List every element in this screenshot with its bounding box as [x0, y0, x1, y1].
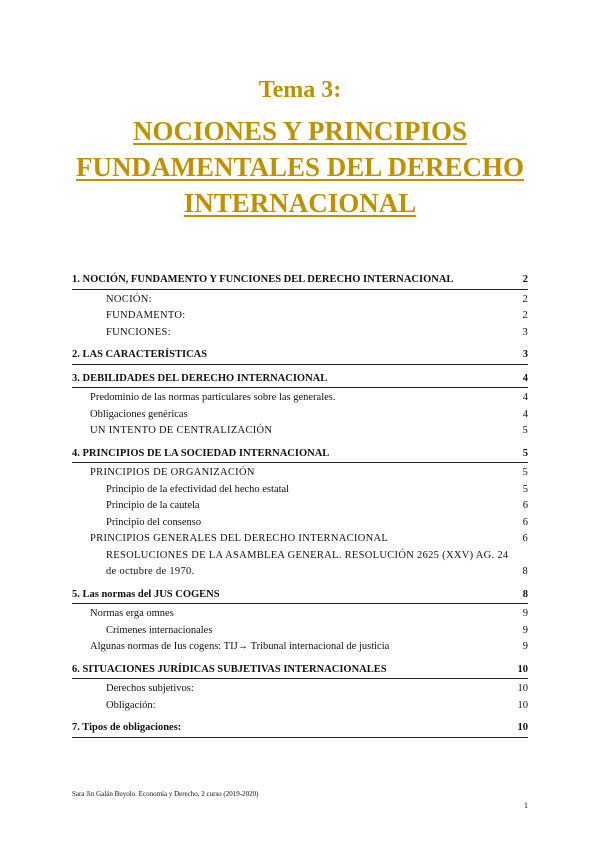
toc-entry[interactable]: FUNDAMENTO: 2	[106, 310, 528, 321]
footer-author: Sara Jin Galán Buyolo. Economía y Derecho, 2 curso (2019-2020)	[72, 790, 259, 798]
toc-entry[interactable]: PRINCIPIOS DE ORGANIZACIÓN 5	[90, 467, 528, 478]
page-number: 1	[524, 801, 528, 810]
title-line: INTERNACIONAL	[183, 188, 417, 218]
toc-entry[interactable]: PRINCIPIOS GENERALES DEL DERECHO INTERNACIONAL 6	[90, 533, 528, 544]
toc-entry[interactable]: 4. PRINCIPIOS DE LA SOCIEDAD INTERNACIONAL 5	[72, 446, 528, 464]
toc-entry[interactable]: Crímenes internacionales 9	[106, 624, 528, 636]
toc-entry[interactable]: Predominio de las normas particulares sobre las generales. 4	[90, 392, 528, 403]
title-line: FUNDAMENTALES DEL DERECHO	[75, 152, 525, 182]
toc-entry[interactable]: 5. Las normas del JUS COGENS 8	[72, 587, 528, 605]
toc-entry[interactable]: 6. SITUACIONES JURÍDICAS SUBJETIVAS INTERNACIONALES 10	[72, 662, 528, 680]
title-line: NOCIONES Y PRINCIPIOS	[132, 116, 468, 146]
tema-label: Tema 3:	[258, 77, 342, 103]
toc-entry[interactable]: Normas erga omnes 9	[90, 608, 528, 619]
toc-entry[interactable]: NOCIÓN: 2	[106, 293, 528, 305]
toc-entry[interactable]: Principio de la cautela 6	[106, 500, 528, 511]
toc-entry[interactable]: UN INTENTO DE CENTRALIZACIÓN 5	[90, 425, 528, 436]
toc-entry[interactable]: Obligaciones genéricas 4	[90, 408, 528, 420]
toc-entry[interactable]: 3. DEBILIDADES DEL DERECHO INTERNACIONAL 4	[72, 371, 528, 389]
toc-entry[interactable]: RESOLUCIONES DE LA ASAMBLEA GENERAL. RESOLUCIÓN 2625 (XXV) AG. 24 de octubre de 1970. 8	[106, 549, 528, 577]
table-of-contents	[72, 272, 528, 740]
toc-entry[interactable]: Algunas normas de Ius cogens: TIJ→ Tribunal internacional de justicia 9	[90, 641, 528, 652]
title-block	[0, 76, 600, 221]
document-title	[0, 113, 600, 221]
toc-entry[interactable]: 2. LAS CARACTERÍSTICAS 3	[72, 347, 528, 365]
toc-entry[interactable]: Obligación: 10	[106, 699, 528, 711]
toc-entry[interactable]: FUNCIONES: 3	[106, 326, 528, 338]
toc-entry[interactable]: Principio del consenso 6	[106, 516, 528, 528]
toc-entry[interactable]: 1. NOCIÓN, FUNDAMENTO Y FUNCIONES DEL DERECHO INTERNACIONAL 2	[72, 272, 528, 290]
toc-entry[interactable]: Principio de la efectividad del hecho estatal 5	[106, 483, 528, 495]
toc-entry[interactable]: 7. Tipos de obligaciones: 10	[72, 720, 528, 738]
toc-entry[interactable]: Derechos subjetivos: 10	[106, 683, 528, 694]
